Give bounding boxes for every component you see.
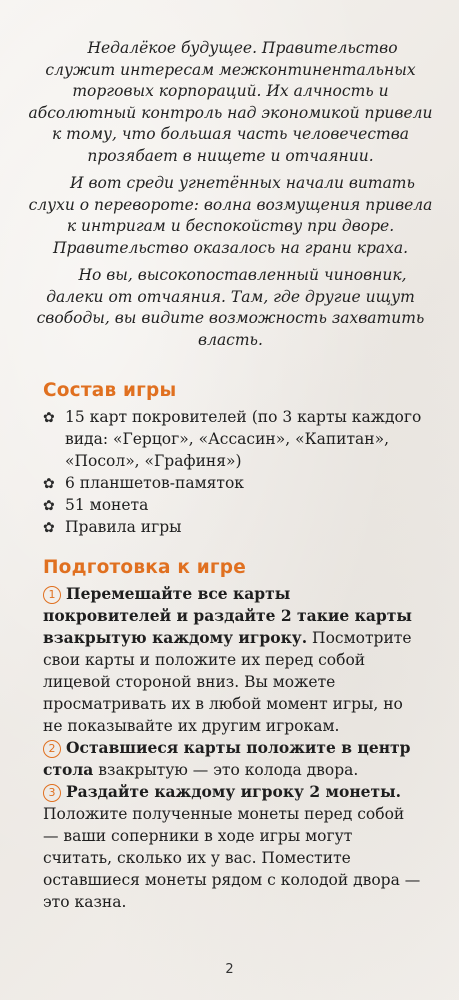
step-instruction-text: Посмотрите свои карты и положите их перед собой лицевой стороной вниз. Вы можете просматривать их в любой момент игры, но не показывайте их другим игрокам. — [43, 629, 412, 735]
star-bullet-icon: ✿ — [43, 410, 55, 426]
setup-step-2 — [43, 737, 423, 781]
list-item — [43, 472, 423, 494]
step-number-badge: 2 — [43, 740, 61, 758]
setup-step-1 — [43, 583, 423, 737]
intro-text — [28, 38, 433, 357]
list-item-text: Правила игры — [65, 518, 182, 536]
step-instruction-bold: Перемешайте все карты покровителей и раздайте 2 такие карты взакрытую каждому игроку. — [43, 584, 412, 647]
step-number-badge: 1 — [43, 586, 61, 604]
star-bullet-icon: ✿ — [43, 520, 55, 536]
intro-paragraph-2: И вот среди угнетённых начали витать слухи о перевороте: волна возмущения привела к интригам и беспокойству при дворе. Правительство оказалось на грани краха. — [28, 174, 433, 257]
list-item-text: 51 монета — [65, 496, 149, 514]
step-instruction-text: Положите полученные монеты перед собой — ваши соперники в ходе игры могут считать, сколько их у вас. Поместите оставшиеся монеты рядом с колодой двора — это казна. — [43, 805, 421, 911]
step-instruction-text: взакрытую — это колода двора. — [93, 761, 359, 779]
list-item — [43, 406, 423, 472]
list-item — [43, 516, 423, 538]
intro-paragraph-3: Но вы, высокопоставленный чиновник, далеки от отчаяния. Там, где другие ищут свободы, вы видите возможность захватить власть. — [36, 266, 425, 349]
list-item-text: 15 карт покровителей (по 3 карты каждого вида: «Герцог», «Ассасин», «Капитан», «Посол», «Графиня») — [65, 408, 422, 470]
setup-heading: Подготовка к игре — [43, 557, 246, 578]
list-item — [43, 494, 423, 516]
composition-heading: Состав игры — [43, 380, 177, 401]
setup-steps — [43, 583, 423, 913]
page-number: 2 — [225, 962, 234, 977]
step-instruction-bold: Раздайте каждому игроку 2 монеты. — [66, 782, 402, 801]
step-instruction-bold: Оставшиеся карты положите в центр стола — [43, 738, 411, 779]
list-item-text: 6 планшетов-памяток — [65, 474, 244, 492]
setup-step-3 — [43, 781, 423, 913]
step-number-badge: 3 — [43, 784, 61, 802]
components-list — [43, 406, 423, 538]
star-bullet-icon: ✿ — [43, 476, 55, 492]
star-bullet-icon: ✿ — [43, 498, 55, 514]
intro-paragraph-1: Недалёкое будущее. Правительство служит интересам межконтинентальных торговых корпораций. Их алчность и абсолютный контроль над экономикой привели к тому, что большая часть человечества прозябает в нищете и отчаянии. — [28, 39, 433, 165]
